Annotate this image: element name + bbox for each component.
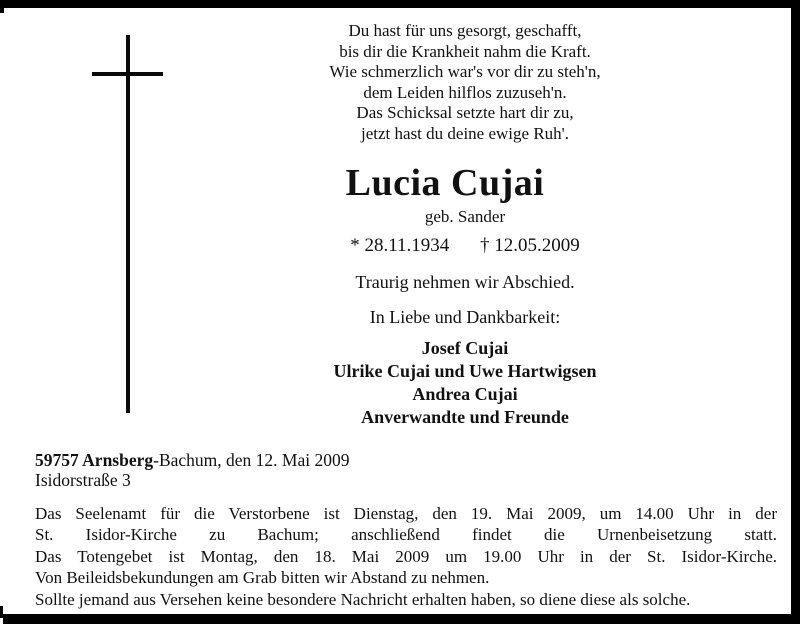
place-date-line: [35, 450, 777, 471]
mourners-list: [140, 337, 790, 429]
poem-line: dem Leiden hilflos zuzuseh'n.: [363, 82, 567, 102]
service-line: Das Seelenamt für die Verstorbene ist Dienstag, den 19. Mai 2009, um 14.00 Uhr in der: [35, 503, 777, 523]
farewell-line: Traurig nehmen wir Abschied.: [355, 271, 575, 292]
disclaimer-note: Sollte jemand aus Versehen keine besondere Nachricht erhalten haben, so diene diese als solche.: [35, 589, 691, 609]
mourners-intro: In Liebe und Dankbarkeit:: [369, 306, 561, 327]
memorial-poem: [140, 0, 790, 145]
poem-line: Du hast für uns gesorgt, geschafft,: [348, 21, 582, 40]
memorial-text-column: [140, 0, 790, 429]
death-date: † 12.05.2009: [480, 234, 580, 256]
maiden-name: geb. Sander: [424, 206, 506, 226]
deceased-name: Lucia Cujai: [345, 161, 545, 204]
street-line: Isidorstraße 3: [35, 470, 131, 491]
cross-vertical-bar: [126, 35, 130, 413]
service-line: St. Isidor-Kirche zu Bachum; anschließend findet die Urnenbeisetzung statt.: [35, 525, 777, 545]
frame-left-bottom-tick: [0, 606, 3, 618]
birth-date: * 28.11.1934: [350, 234, 450, 256]
place-date-suffix: -Bachum, den 12. Mai 2009: [153, 449, 350, 470]
postal-city: 59757 Arnsberg: [35, 449, 154, 470]
poem-line: jetzt hast du deine ewige Ruh'.: [361, 123, 569, 143]
mourner-name: Ulrike Cujai und Uwe Hartwigsen: [333, 360, 597, 381]
poem-line: Das Schicksal setzte hart dir zu,: [356, 103, 574, 123]
mourner-name: Andrea Cujai: [412, 383, 518, 404]
service-line: Das Totengebet ist Montag, den 18. Mai 2009 um 19.00 Uhr in der St. Isidor-Kirche.: [35, 546, 777, 566]
frame-right-border: [791, 0, 800, 624]
service-details: [35, 503, 777, 611]
life-dates: [140, 234, 790, 257]
dateline-block: [35, 450, 777, 491]
frame-bottom-border: [3, 614, 800, 624]
mourner-name: Josef Cujai: [421, 337, 509, 358]
condolence-note: Von Beileidsbekundungen am Grab bitten wir Abstand zu nehmen.: [35, 568, 490, 588]
poem-line: Wie schmerzlich war's vor dir zu steh'n,: [329, 62, 601, 82]
poem-line: bis dir die Krankheit nahm die Kraft.: [339, 41, 591, 61]
mourner-name: Anverwandte und Freunde: [361, 406, 569, 427]
